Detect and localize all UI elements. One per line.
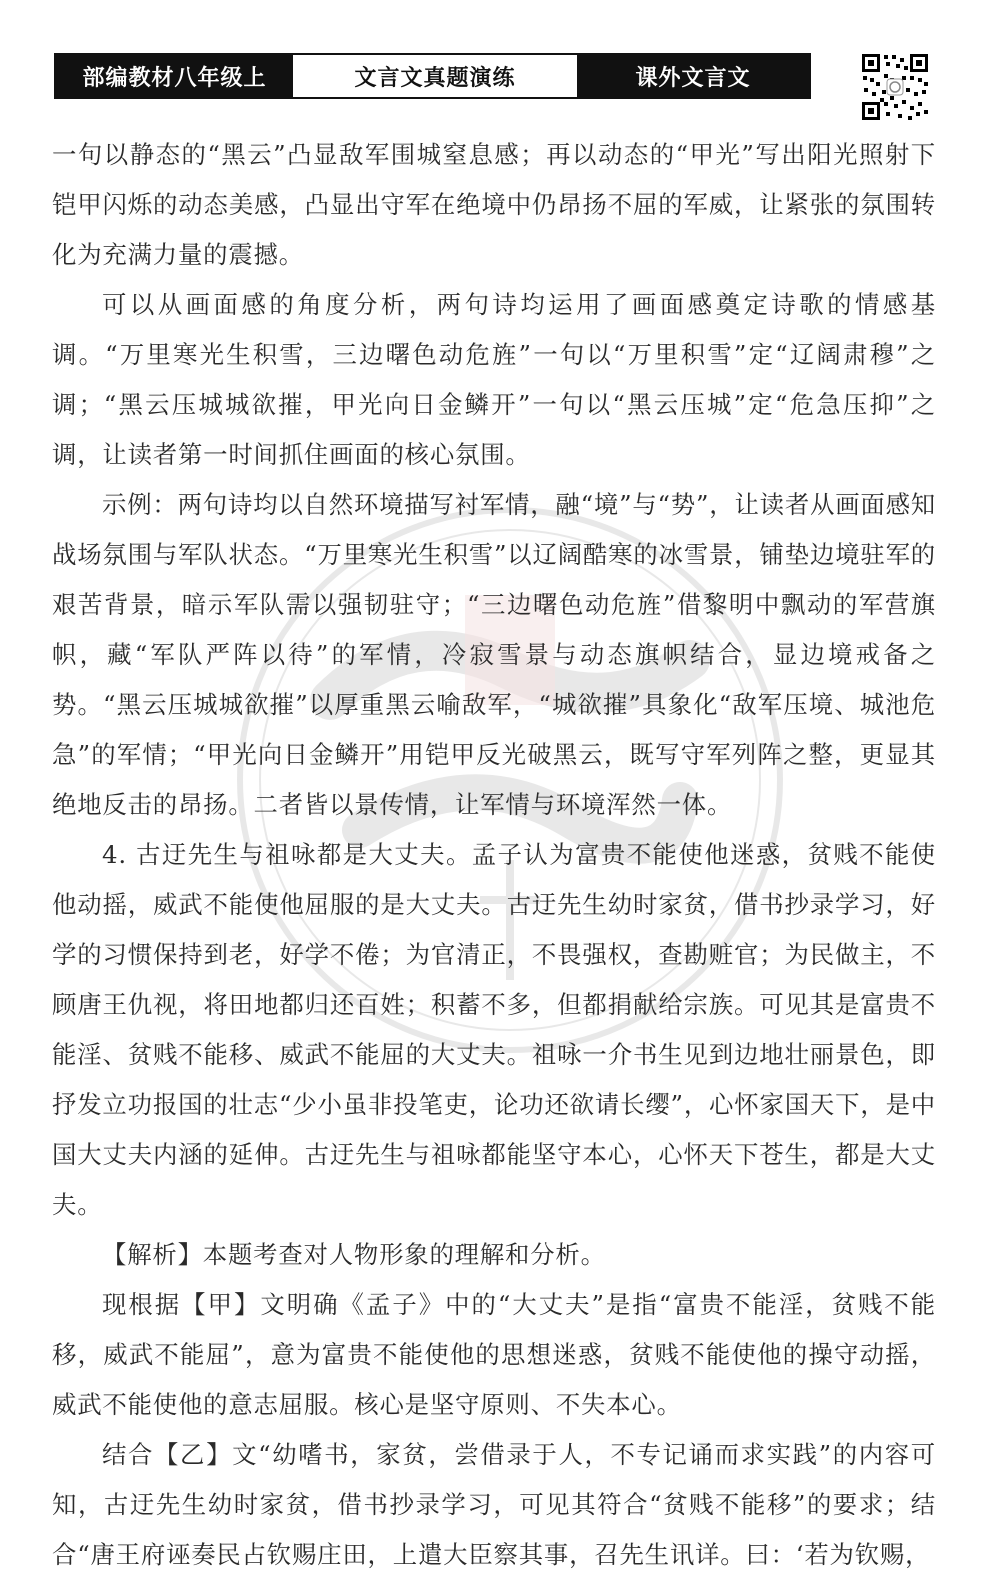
paragraph-6: 现根据【甲】文明确《孟子》中的“大丈夫”是指“富贵不能淫，贫贱不能移，威武不能屈”，意为富贵不能使他的思想迷惑，贫贱不能使他的操守动摇，威武不能使他的意志屈服。核心是坚守原则、不失本心。	[52, 1290, 936, 1419]
header-grade-label: 部编教材八年级上	[56, 55, 293, 97]
header-category-label: 课外文言文	[577, 55, 809, 97]
paragraph-7: 结合【乙】文“幼嗜书，家贫，尝借录于人，不专记诵而求实践”的内容可知，古迂先生幼时家贫，借书抄录学习，可见其符合“贫贱不能移”的要求；结合“唐王府诬奏民占钦赐庄田，上遣大臣察其事，召先生讯详。曰：‘若为钦赐，	[52, 1440, 936, 1569]
document-body	[52, 130, 936, 1580]
paragraph-2: 可以从画面感的角度分析，两句诗均运用了画面感奠定诗歌的情感基调。“万里寒光生积雪，三边曙色动危旌”一句以“万里积雪”定“辽阔肃穆”之调；“黑云压城城欲摧，甲光向日金鳞开”一句以“黑云压城”定“危急压抑”之调，让读者第一时间抓住画面的核心氛围。	[52, 290, 936, 469]
paragraph-5: 【解析】本题考查对人物形象的理解和分析。	[102, 1240, 606, 1269]
paragraph-1: 一句以静态的“黑云”凸显敌军围城窒息感；再以动态的“甲光”写出阳光照射下铠甲闪烁的动态美感，凸显出守军在绝境中仍昂扬不屈的军威，让紧张的氛围转化为充满力量的震撼。	[52, 140, 936, 269]
header-bar	[54, 53, 811, 99]
header-title: 文言文真题演练	[293, 55, 577, 97]
qr-code-icon[interactable]	[860, 52, 930, 122]
paragraph-4: 4. 古迂先生与祖咏都是大丈夫。孟子认为富贵不能使他迷惑，贫贱不能使他动摇，威武不能使他屈服的是大丈夫。古迂先生幼时家贫，借书抄录学习，好学的习惯保持到老，好学不倦；为官清正，不畏强权，查勘赃官；为民做主，不顾唐王仇视，将田地都归还百姓；积蓄不多，但都捐献给宗族。可见其是富贵不能淫、贫贱不能移、威武不能屈的大丈夫。祖咏一介书生见到边地壮丽景色，即抒发立功报国的壮志“少小虽非投笔吏，论功还欲请长缨”，心怀家国天下，是中国大丈夫内涵的延伸。古迂先生与祖咏都能坚守本心，心怀天下苍生，都是大丈夫。	[52, 840, 936, 1219]
paragraph-3: 示例：两句诗均以自然环境描写衬军情，融“境”与“势”，让读者从画面感知战场氛围与军队状态。“万里寒光生积雪”以辽阔酷寒的冰雪景，铺垫边境驻军的艰苦背景，暗示军队需以强韧驻守；“三边曙色动危旌”借黎明中飘动的军营旗帜，藏“军队严阵以待”的军情，冷寂雪景与动态旗帜结合，显边境戒备之势。“黑云压城城欲摧”以厚重黑云喻敌军，“城欲摧”具象化“敌军压境、城池危急”的军情；“甲光向日金鳞开”用铠甲反光破黑云，既写守军列阵之整，更显其绝地反击的昂扬。二者皆以景传情，让军情与环境浑然一体。	[52, 490, 936, 819]
